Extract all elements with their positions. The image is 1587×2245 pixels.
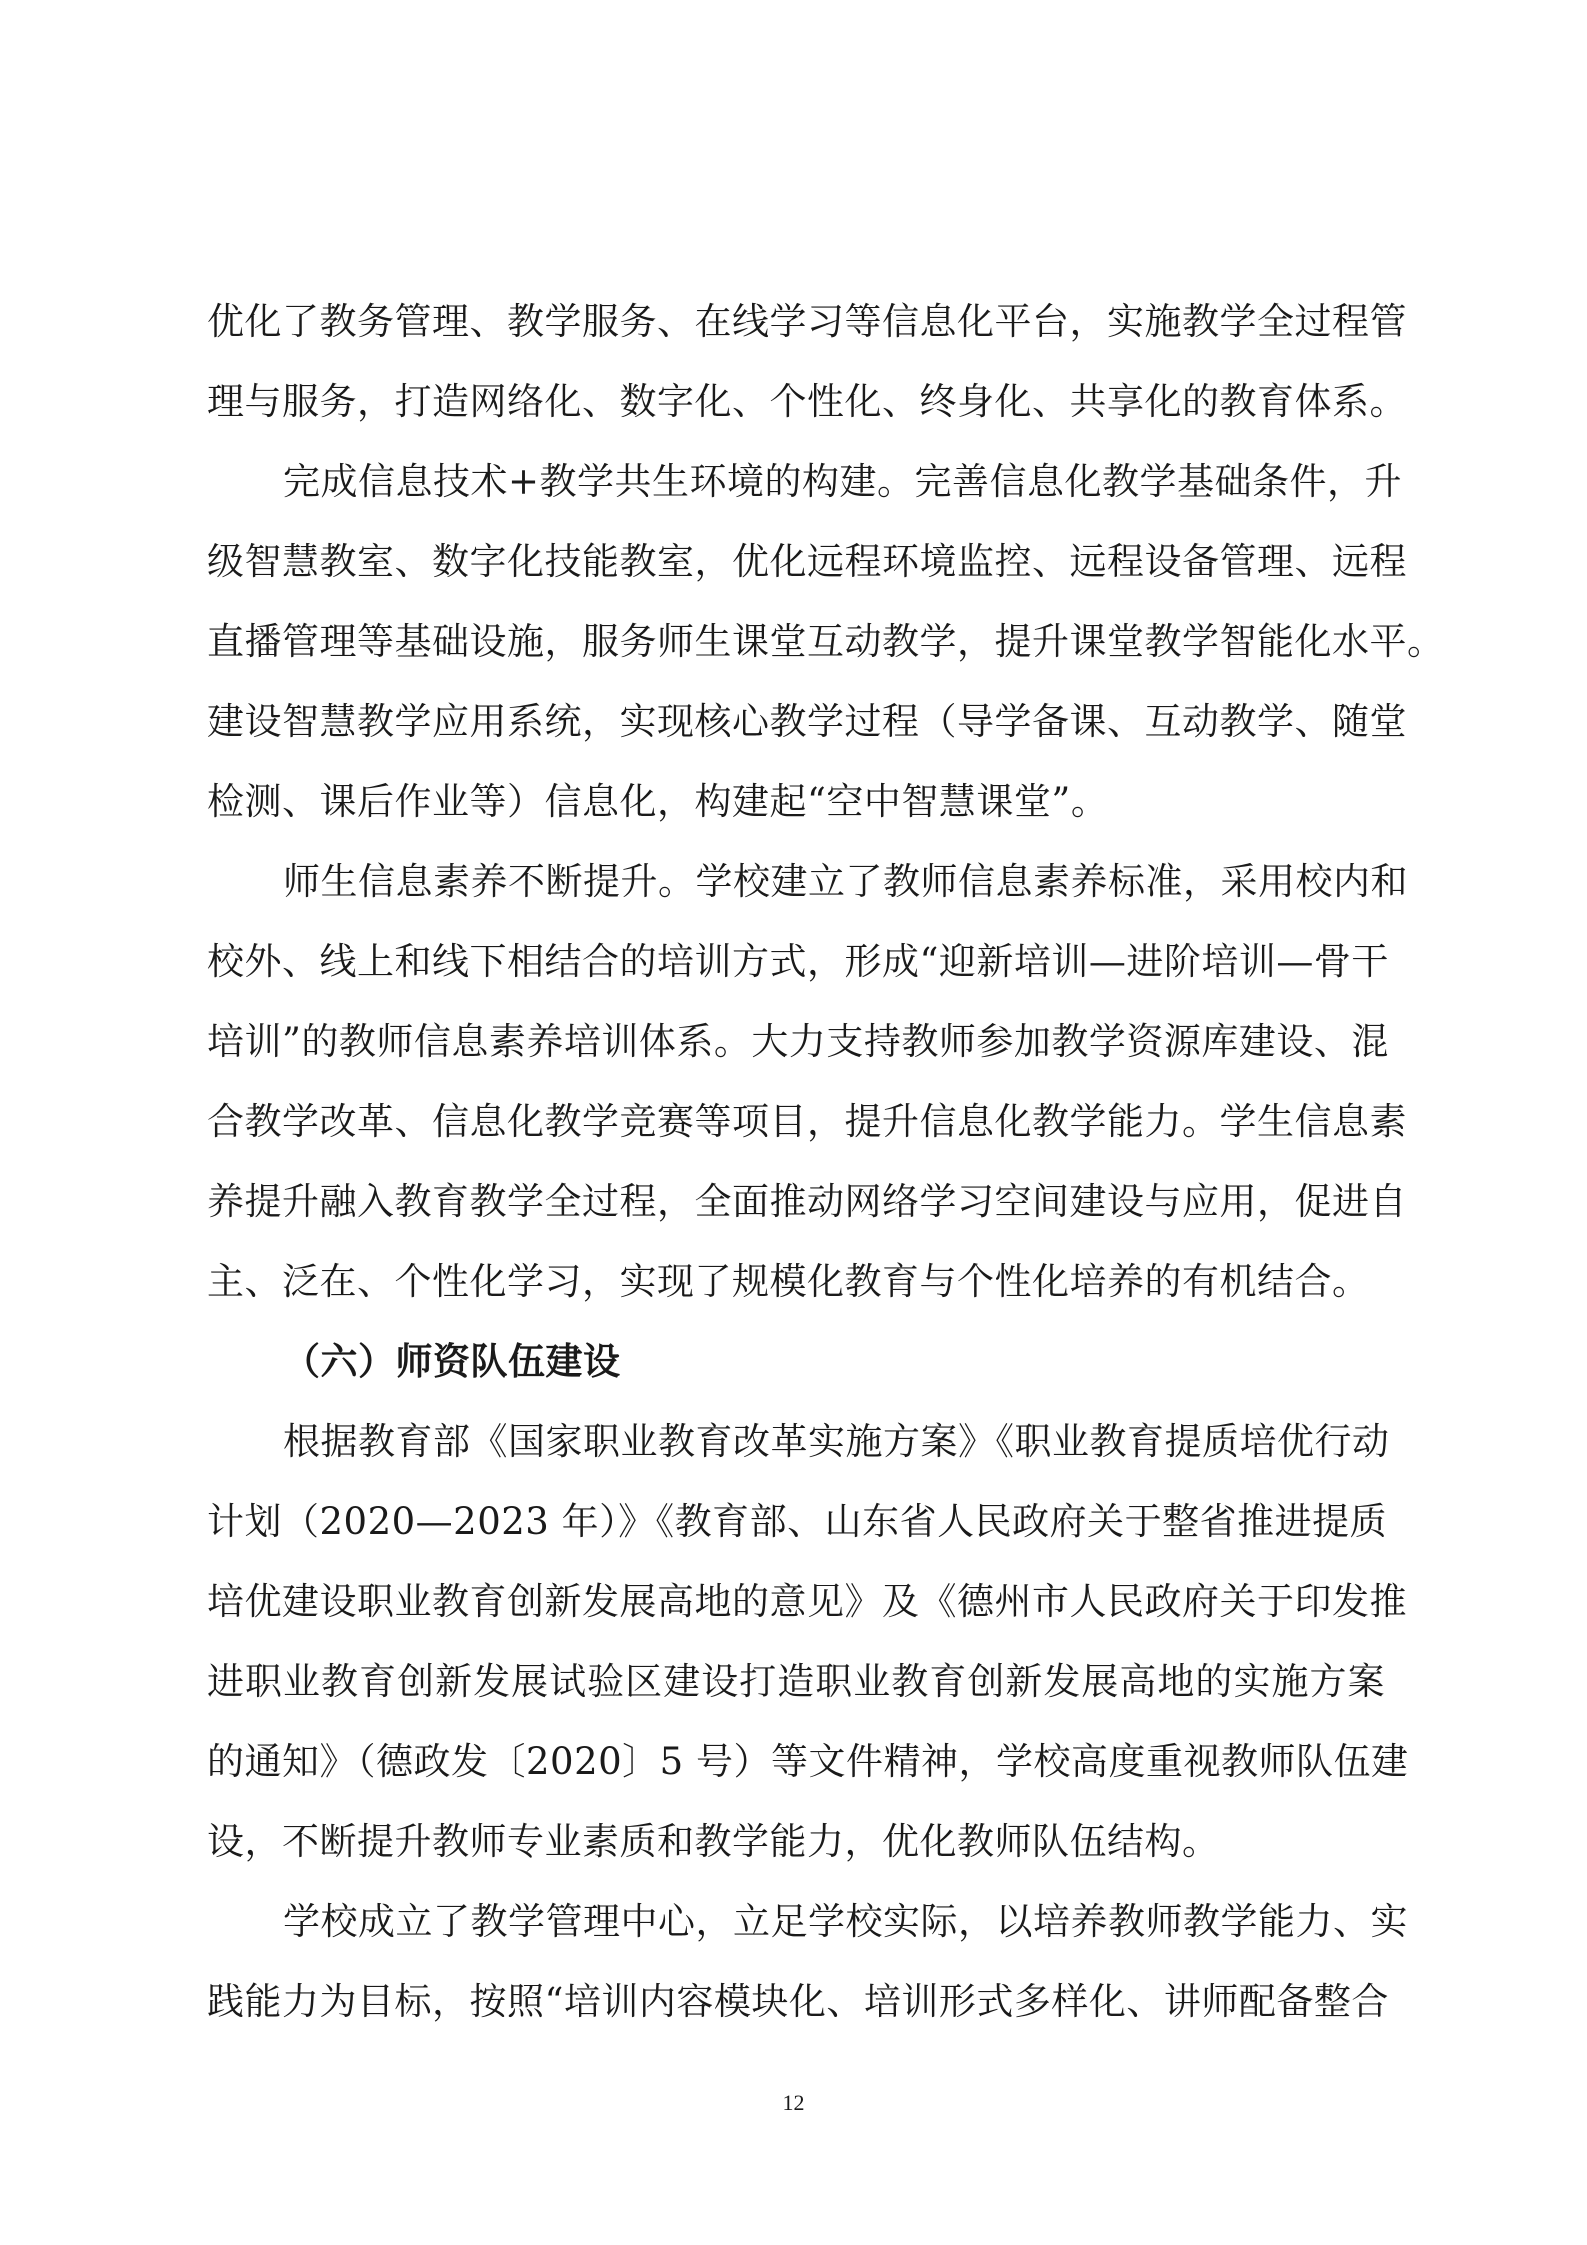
- text-line: 培优建设职业教育创新发展高地的意见》及《德州市人民政府关于印发推: [207, 1580, 1407, 1623]
- text-line: 检测、课后作业等）信息化，构建起“空中智慧课堂”。: [207, 780, 1109, 823]
- section-heading: （六）师资队伍建设: [283, 1340, 621, 1383]
- text-line: 进职业教育创新发展试验区建设打造职业教育创新发展高地的实施方案: [207, 1660, 1385, 1703]
- text-line: 计划（2020—2023 年）》《教育部、山东省人民政府关于整省推进提质: [207, 1500, 1388, 1543]
- text-line: 学校成立了教学管理中心，立足学校实际，以培养教师教学能力、实: [283, 1900, 1408, 1943]
- text-line: 践能力为目标，按照“培训内容模块化、培训形式多样化、讲师配备整合: [207, 1980, 1389, 2023]
- text-line: 完成信息技术+教学共生环境的构建。完善信息化教学基础条件，升: [283, 460, 1403, 503]
- page-number: 12: [782, 2090, 805, 2115]
- text-line: 养提升融入教育教学全过程，全面推动网络学习空间建设与应用，促进自: [207, 1180, 1407, 1223]
- text-line: 理与服务，打造网络化、数字化、个性化、终身化、共享化的教育体系。: [207, 380, 1407, 423]
- text-line: 师生信息素养不断提升。学校建立了教师信息素养标准，采用校内和: [283, 860, 1408, 903]
- text-line: 培训”的教师信息素养培训体系。大力支持教师参加教学资源库建设、混: [207, 1020, 1389, 1063]
- text-line: 直播管理等基础设施，服务师生课堂互动教学，提升课堂教学智能化水平。: [207, 620, 1445, 663]
- text-line: 合教学改革、信息化教学竞赛等项目，提升信息化教学能力。学生信息素: [207, 1100, 1407, 1143]
- text-line: 优化了教务管理、教学服务、在线学习等信息化平台，实施教学全过程管: [207, 300, 1407, 343]
- text-line: 级智慧教室、数字化技能教室，优化远程环境监控、远程设备管理、远程: [207, 540, 1407, 583]
- text-line: 的通知》（德政发〔2020〕5 号）等文件精神，学校高度重视教师队伍建: [207, 1740, 1409, 1783]
- document-body: [207, 282, 1445, 2042]
- text-line: 根据教育部《国家职业教育改革实施方案》《职业教育提质培优行动: [283, 1420, 1390, 1463]
- text-line: 主、泛在、个性化学习，实现了规模化教育与个性化培养的有机结合。: [207, 1260, 1370, 1303]
- text-line: 校外、线上和线下相结合的培训方式，形成“迎新培训—进阶培训—骨干: [207, 940, 1389, 983]
- text-line: 设，不断提升教师专业素质和教学能力，优化教师队伍结构。: [207, 1820, 1220, 1863]
- text-line: 建设智慧教学应用系统，实现核心教学过程（导学备课、互动教学、随堂: [207, 700, 1407, 743]
